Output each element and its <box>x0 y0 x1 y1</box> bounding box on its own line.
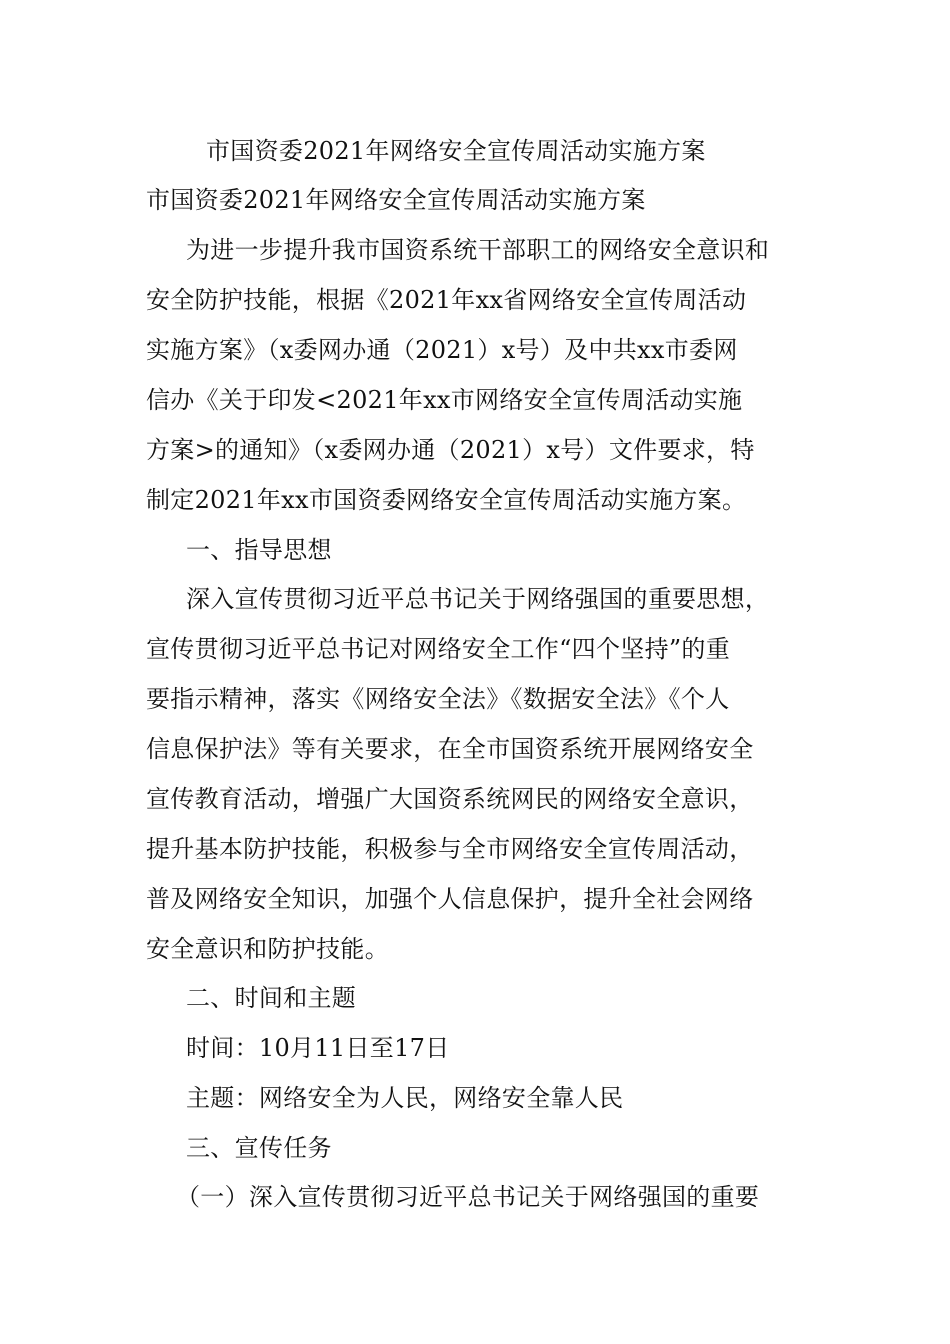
section1-line: 要指示精神，落实《网络安全法》《数据安全法》《个人 <box>146 685 730 713</box>
section1-line: 宣传教育活动，增强广大国资系统网民的网络安全意识， <box>146 785 754 813</box>
theme-line: 主题：网络安全为人民，网络安全靠人民 <box>186 1084 624 1112</box>
section1-line: 深入宣传贯彻习近平总书记关于网络强国的重要思想， <box>186 585 770 613</box>
section1-line: 提升基本防护技能，积极参与全市网络安全宣传周活动， <box>146 835 754 863</box>
time-line: 时间：10月11日至17日 <box>186 1034 450 1062</box>
intro-line: 方案>的通知》（x委网办通（2021）x号）文件要求，特 <box>146 436 755 464</box>
task-item-1: （一）深入宣传贯彻习近平总书记关于网络强国的重要 <box>176 1183 760 1211</box>
section-heading-publicity-tasks: 三、宣传任务 <box>186 1134 332 1162</box>
intro-line: 信办《关于印发<2021年xx市网络安全宣传周活动实施 <box>146 386 743 414</box>
section-heading-time-theme: 二、时间和主题 <box>186 984 357 1012</box>
intro-line: 安全防护技能，根据《2021年xx省网络安全宣传周活动 <box>146 286 747 314</box>
section1-line: 安全意识和防护技能。 <box>146 935 389 963</box>
intro-line: 为进一步提升我市国资系统干部职工的网络安全意识和 <box>186 236 770 264</box>
section1-line: 普及网络安全知识，加强个人信息保护，提升全社会网络 <box>146 885 754 913</box>
section1-line: 宣传贯彻习近平总书记对网络安全工作“四个坚持”的重 <box>146 635 731 663</box>
document-title-repeat: 市国资委2021年网络安全宣传周活动实施方案 <box>146 186 646 214</box>
intro-line: 制定2021年xx市国资委网络安全宣传周活动实施方案。 <box>146 486 747 514</box>
document-title: 市国资委2021年网络安全宣传周活动实施方案 <box>206 137 706 165</box>
section1-line: 信息保护法》等有关要求，在全市国资系统开展网络安全 <box>146 735 754 763</box>
intro-line: 实施方案》（x委网办通（2021）x号）及中共xx市委网 <box>146 336 738 364</box>
section-heading-guiding-thought: 一、指导思想 <box>186 536 332 564</box>
